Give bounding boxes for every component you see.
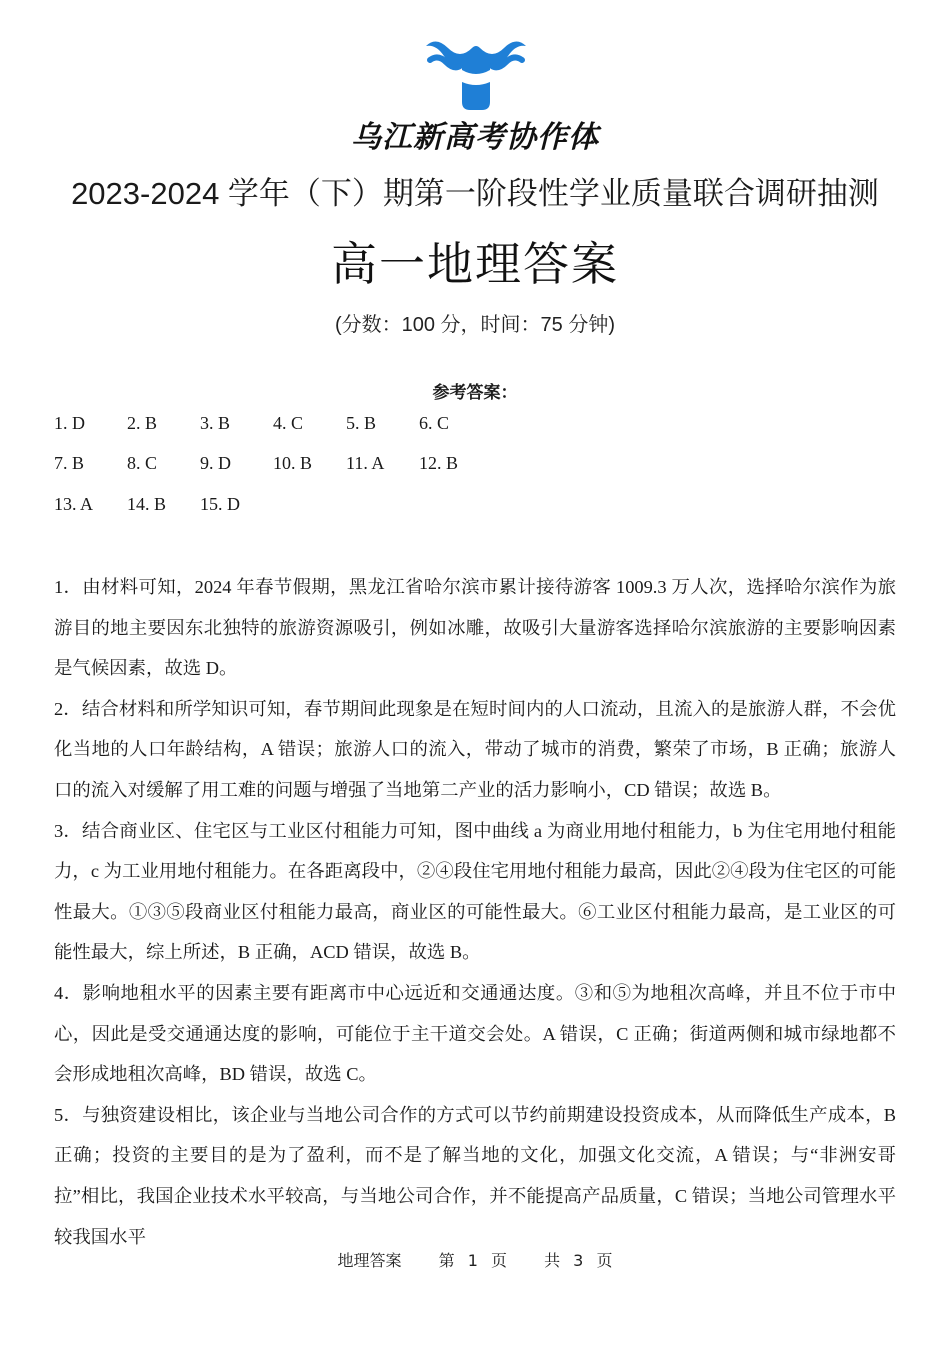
footer-total-pages: 共 3 页 xyxy=(544,1251,613,1270)
explanation-paragraph: 1．由材料可知，2024 年春节假期，黑龙江省哈尔滨市累计接待游客 1009.3 万人次，选择哈尔滨作为旅游目的地主要因东北独特的旅游资源吸引，例如冰雕，故吸引大量游客选择哈尔滨旅游的主要影响因素是气候因素，故选 D。 xyxy=(54,577,896,679)
answer-item: 14. B xyxy=(127,494,167,514)
exam-title: 2023-2024 学年（下）期第一阶段性学业质量联合调研抽测 xyxy=(71,176,879,211)
page-footer xyxy=(0,1248,950,1271)
explanation-paragraph: 4．影响地租水平的因素主要有距离市中心远近和交通通达度。③和⑤为地租次高峰，并且不位于市中心，因此是受交通通达度的影响，可能位于主干道交会处。A 错误，C 正确；街道两侧和城市绿地都不会形成地租次高峰，BD 错误，故选 C。 xyxy=(54,982,896,1085)
answer-item: 13. A xyxy=(54,494,94,514)
answer-item: 11. A xyxy=(346,453,385,473)
explanation-paragraph: 5．与独资建设相比，该企业与当地公司合作的方式可以节约前期建设投资成本，从而降低生产成本，B 正确；投资的主要目的是为了盈利，而不是了解当地的文化，加强文化交流，A 错误；与“非洲安哥拉”相比，我国企业技术水平较高，与当地公司合作，并不能提高产品质量，C 错误；当地公司管理水平较我国水平 xyxy=(54,1104,896,1247)
answer-row xyxy=(54,494,273,515)
answer-row xyxy=(54,453,492,474)
footer-page-number: 第 1 页 xyxy=(438,1251,507,1270)
answer-item: 12. B xyxy=(419,453,459,473)
document-title: 高一地理答案 xyxy=(331,237,619,291)
answers-heading: 参考答案： xyxy=(432,383,518,403)
footer-subject: 地理答案 xyxy=(337,1251,402,1270)
score-time-info: (分数：100 分，时间：75 分钟) xyxy=(334,314,616,336)
answer-item: 10. B xyxy=(273,453,313,473)
explanation-paragraph: 2．结合材料和所学知识可知，春节期间此现象是在短时间内的人口流动，且流入的是旅游人群，不会优化当地的人口年龄结构，A 错误；旅游人口的流入，带动了城市的消费，繁荣了市场，B 正确；旅游人口的流入对缓解了用工难的问题与增强了当地第二产业的活力影响小，CD 错误；故选 B。 xyxy=(54,698,896,800)
answer-item: 6. C xyxy=(419,413,450,433)
answer-item: 5. B xyxy=(346,413,377,433)
answer-row xyxy=(54,413,492,434)
answer-item: 15. D xyxy=(200,494,240,514)
answer-item: 2. B xyxy=(127,413,158,433)
explanations xyxy=(54,567,896,1257)
answer-item: 3. B xyxy=(200,413,231,433)
answer-item: 7. B xyxy=(54,453,85,473)
answer-item: 4. C xyxy=(273,413,304,433)
answer-item: 8. C xyxy=(127,453,158,473)
answer-item: 9. D xyxy=(200,453,231,473)
explanation-paragraph: 3．结合商业区、住宅区与工业区付租能力可知，图中曲线 a 为商业用地付租能力，b 为住宅用地付租能力，c 为工业用地付租能力。在各距离段中，②④段住宅用地付租能力最高，因此②④段为住宅区的可能性最大。①③⑤段商业区付租能力最高，商业区的可能性最大。⑥工业区付租能力最高，是工业区的可能性最大，综上所述，B 正确，ACD 错误，故选 B。 xyxy=(54,820,896,963)
brand-name: 乌江新高考协作体 xyxy=(351,120,599,155)
wujiang-logo-icon xyxy=(420,38,532,112)
answer-item: 1. D xyxy=(54,413,85,433)
